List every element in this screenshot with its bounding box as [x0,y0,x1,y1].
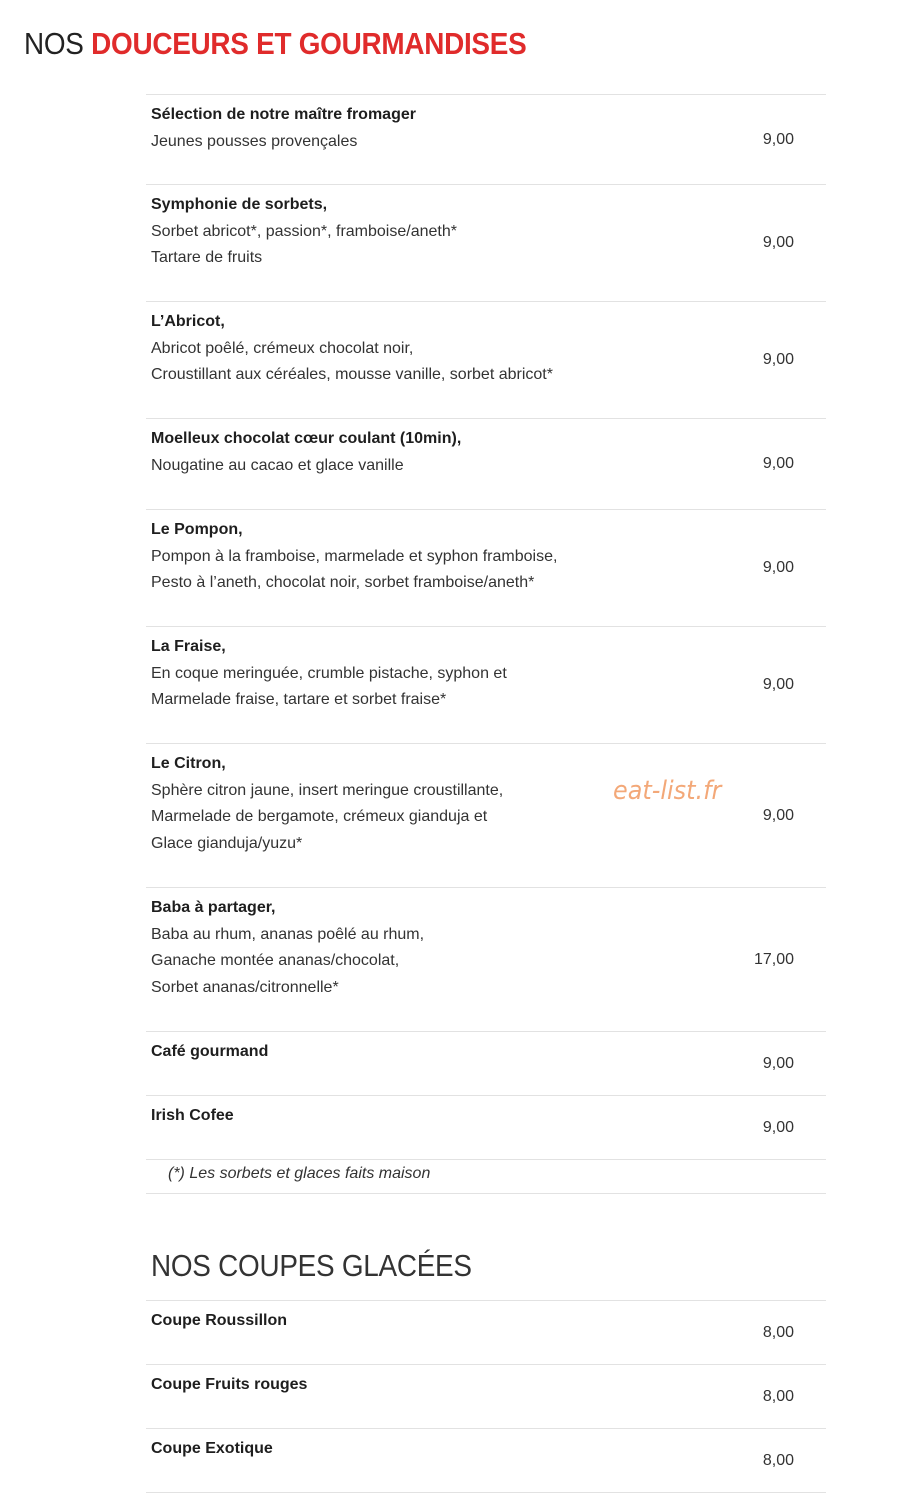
item-description-line: Sorbet abricot*, passion*, framboise/aneth* [151,222,457,240]
item-description-line: Jeunes pousses provençales [151,132,358,150]
item-price: 9,00 [762,455,794,472]
item-description-line: Nougatine au cacao et glace vanille [151,456,404,474]
item-name: L’Abricot, [151,313,225,330]
item-description-line: Sorbet ananas/citronnelle* [151,978,339,996]
item-description-line: Croustillant aux céréales, mousse vanille, sorbet abricot* [151,366,553,383]
item-description-line: Baba au rhum, ananas poêlé au rhum, [151,925,425,943]
item-name: Le Pompon, [151,521,243,538]
watermark: eat-list.fr [613,776,722,806]
coupes-menu-list [146,1300,826,1493]
page-title-bold: DOUCEURS ET GOURMANDISES [91,26,527,61]
item-description-line: Pesto à l’aneth, chocolat noir, sorbet framboise/aneth* [151,574,535,591]
page-title-light: NOS [24,26,84,61]
menu-item [146,744,826,888]
desserts-menu-list [146,94,826,1160]
item-description-line: Pompon à la framboise, marmelade et syphon framboise, [151,547,558,565]
menu-item [146,185,826,302]
coupes-section-title: NOS COUPES GLACÉES [151,1248,472,1283]
item-price: 17,00 [753,950,794,968]
homemade-sorbets-note: (*) Les sorbets et glaces faits maison [146,1158,826,1194]
item-description-line: Marmelade fraise, tartare et sorbet fraise* [151,691,447,708]
menu-item [146,419,826,510]
menu-item [146,1429,826,1493]
item-description-line: En coque meringuée, crumble pistache, syphon et [151,664,507,682]
item-description-line: Sphère citron jaune, insert meringue croustillante, [151,781,504,799]
item-price: 8,00 [762,1323,794,1341]
menu-item [146,1365,826,1429]
item-price: 9,00 [762,1118,794,1136]
item-name: Sélection de notre maître fromager [151,106,416,123]
item-name: Coupe Fruits rouges [151,1376,308,1393]
item-name: Irish Cofee [151,1107,234,1124]
item-price: 9,00 [762,130,794,148]
menu-item [146,510,826,627]
item-price: 8,00 [762,1451,794,1469]
menu-item [146,1301,826,1365]
menu-item [146,302,826,419]
menu-item [146,1096,826,1160]
item-price: 9,00 [762,676,794,693]
item-price: 9,00 [762,234,794,251]
menu-item [146,1032,826,1096]
page-title [24,24,526,64]
item-name: Café gourmand [151,1043,269,1060]
item-name: Moelleux chocolat cœur coulant (10min), [151,430,462,447]
item-price: 9,00 [762,559,794,576]
item-price: 8,00 [762,1387,794,1405]
item-name: Coupe Roussillon [151,1312,287,1329]
item-name: Le Citron, [151,755,226,772]
item-description-line: Marmelade de bergamote, crémeux gianduja et [151,808,488,825]
item-name: Baba à partager, [151,899,276,916]
item-price: 9,00 [762,806,794,824]
item-description-line: Abricot poêlé, crémeux chocolat noir, [151,339,414,357]
menu-item [146,95,826,185]
item-name: Coupe Exotique [151,1440,273,1457]
item-description-line: Tartare de fruits [151,249,263,266]
item-name: La Fraise, [151,638,226,655]
menu-item [146,627,826,744]
menu-item [146,888,826,1032]
item-price: 9,00 [762,351,794,368]
item-price: 9,00 [762,1054,794,1072]
item-description-line: Glace gianduja/yuzu* [151,834,303,852]
item-name: Symphonie de sorbets, [151,196,328,213]
item-description-line: Ganache montée ananas/chocolat, [151,952,400,969]
